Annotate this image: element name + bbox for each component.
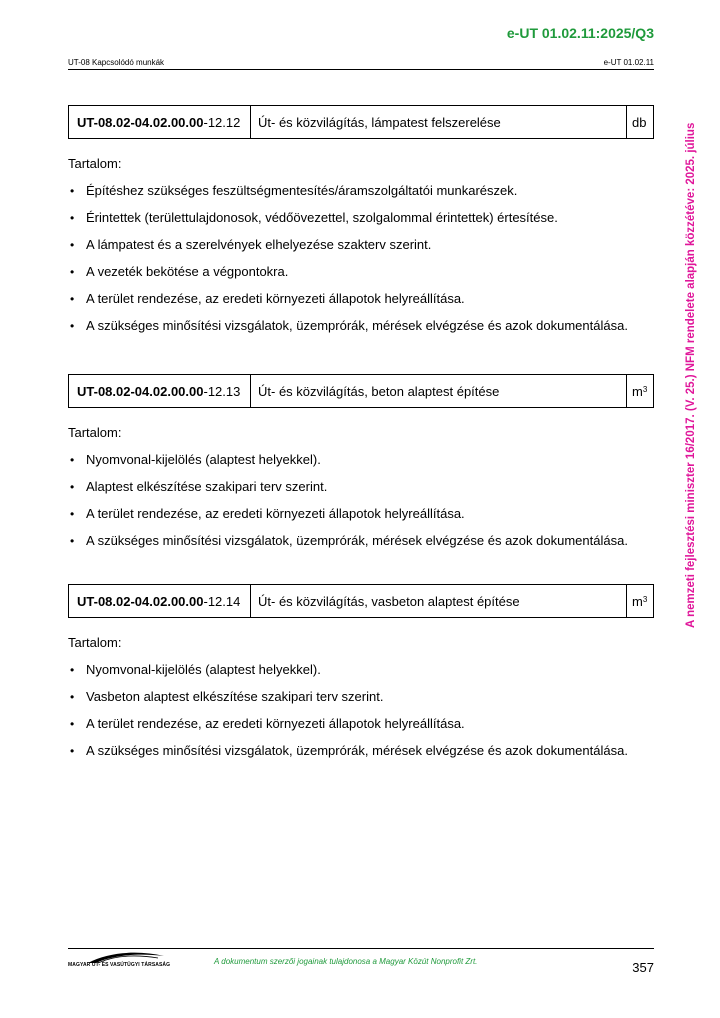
- item-description: Út- és közvilágítás, lámpatest felszerelése: [251, 106, 627, 138]
- content-label: Tartalom:: [68, 156, 122, 171]
- item-12-14: [68, 584, 654, 759]
- running-header: [68, 58, 654, 70]
- list-item-text: Építéshez szükséges feszültségmentesítés/áramszolgáltatói munkarészek.: [86, 183, 518, 198]
- content-label: Tartalom:: [68, 635, 122, 650]
- item-code: [69, 585, 251, 617]
- bullet-icon: •: [70, 534, 75, 548]
- list-item-text: A szükséges minősítési vizsgálatok, üzemprórák, mérések elvégzése és azok dokumentálása.: [86, 743, 628, 758]
- list-item-text: A vezeték bekötése a végpontokra.: [86, 264, 289, 279]
- list-item: [68, 264, 654, 280]
- list-item: [68, 689, 654, 705]
- logo-text: MAGYAR ÚT- ÉS VASÚTÜGYI TÁRSASÁG: [68, 962, 171, 968]
- list-item-text: A szükséges minősítési vizsgálatok, üzemprórák, mérések elvégzése és azok dokumentálása.: [86, 533, 628, 548]
- item-code-suffix: -12.13: [203, 383, 241, 399]
- document-id: e-UT 01.02.11:2025/Q3: [506, 25, 654, 41]
- item-code-main: UT-08.02-04.02.00.00: [77, 593, 204, 609]
- item-code-main: UT-08.02-04.02.00.00: [77, 383, 204, 399]
- list-item: [68, 743, 654, 759]
- list-item-text: Nyomvonal-kijelölés (alaptest helyekkel).: [86, 452, 321, 467]
- item-code-main: UT-08.02-04.02.00.00: [77, 114, 204, 130]
- unit-exponent: 3: [642, 594, 648, 604]
- footer-divider: [68, 948, 654, 949]
- bullet-icon: •: [70, 663, 75, 677]
- item-code-suffix: -12.12: [203, 114, 241, 130]
- item-description: Út- és közvilágítás, vasbeton alaptest építése: [251, 585, 627, 617]
- copyright-notice: A dokumentum szerzői jogainak tulajdonosa a Magyar Közút Nonprofit Zrt.: [214, 957, 478, 966]
- item-unit: [627, 375, 653, 407]
- list-item: [68, 533, 654, 549]
- list-item-text: A lámpatest és a szerelvények elhelyezése szakterv szerint.: [86, 237, 432, 252]
- unit-base: db: [632, 114, 647, 130]
- item-12-12: [68, 105, 654, 334]
- item-code: [69, 106, 251, 138]
- list-item: [68, 716, 654, 732]
- unit-exponent: 3: [642, 384, 648, 394]
- content-list: [68, 452, 654, 549]
- item-unit: [627, 106, 653, 138]
- list-item: [68, 237, 654, 253]
- bullet-icon: •: [70, 744, 75, 758]
- bullet-icon: •: [70, 690, 75, 704]
- bullet-icon: •: [70, 184, 75, 198]
- bullet-icon: •: [70, 211, 75, 225]
- header-reference: e-UT 01.02.11: [603, 58, 654, 67]
- section-title: UT-08 Kapcsolódó munkák: [68, 58, 165, 67]
- company-logo: [68, 950, 171, 974]
- item-description: Út- és közvilágítás, beton alaptest építése: [251, 375, 627, 407]
- item-12-13: [68, 374, 654, 549]
- item-header-table: [68, 105, 654, 139]
- list-item-text: Vasbeton alaptest elkészítése szakipari terv szerint.: [86, 689, 384, 704]
- list-item-text: A terület rendezése, az eredeti környezeti állapotok helyreállítása.: [86, 291, 465, 306]
- list-item: [68, 479, 654, 495]
- content-label: Tartalom:: [68, 425, 122, 440]
- bullet-icon: •: [70, 292, 75, 306]
- list-item-text: A szükséges minősítési vizsgálatok, üzemprórák, mérések elvégzése és azok dokumentálása.: [86, 318, 628, 333]
- bullet-icon: •: [70, 480, 75, 494]
- bullet-icon: •: [70, 507, 75, 521]
- list-item-text: Alaptest elkészítése szakipari terv szerint.: [86, 479, 328, 494]
- list-item: [68, 291, 654, 307]
- item-header-table: [68, 374, 654, 408]
- unit-base: m: [632, 593, 643, 609]
- list-item: [68, 452, 654, 468]
- list-item: [68, 506, 654, 522]
- item-code-suffix: -12.14: [203, 593, 241, 609]
- content-list: [68, 183, 654, 334]
- list-item-text: Érintettek (területtulajdonosok, védőövezettel, szolgalommal érintettek) értesítése.: [86, 210, 558, 225]
- item-code: [69, 375, 251, 407]
- list-item: [68, 662, 654, 678]
- list-item-text: Nyomvonal-kijelölés (alaptest helyekkel).: [86, 662, 321, 677]
- item-unit: [627, 585, 653, 617]
- list-item: [68, 183, 654, 199]
- list-item: [68, 210, 654, 226]
- page-number: 357: [632, 960, 654, 975]
- content-list: [68, 662, 654, 759]
- list-item-text: A terület rendezése, az eredeti környezeti állapotok helyreállítása.: [86, 506, 465, 521]
- bullet-icon: •: [70, 238, 75, 252]
- bullet-icon: •: [70, 453, 75, 467]
- bullet-icon: •: [70, 265, 75, 279]
- bullet-icon: •: [70, 717, 75, 731]
- publication-note: A nemzeti fejlesztési miniszter 16/2017. (V. 25.) NFM rendelete alapján közzétéve: 2025. július: [685, 122, 697, 628]
- item-header-table: [68, 584, 654, 618]
- list-item: [68, 318, 654, 334]
- bullet-icon: •: [70, 319, 75, 333]
- unit-base: m: [632, 383, 643, 399]
- list-item-text: A terület rendezése, az eredeti környezeti állapotok helyreállítása.: [86, 716, 465, 731]
